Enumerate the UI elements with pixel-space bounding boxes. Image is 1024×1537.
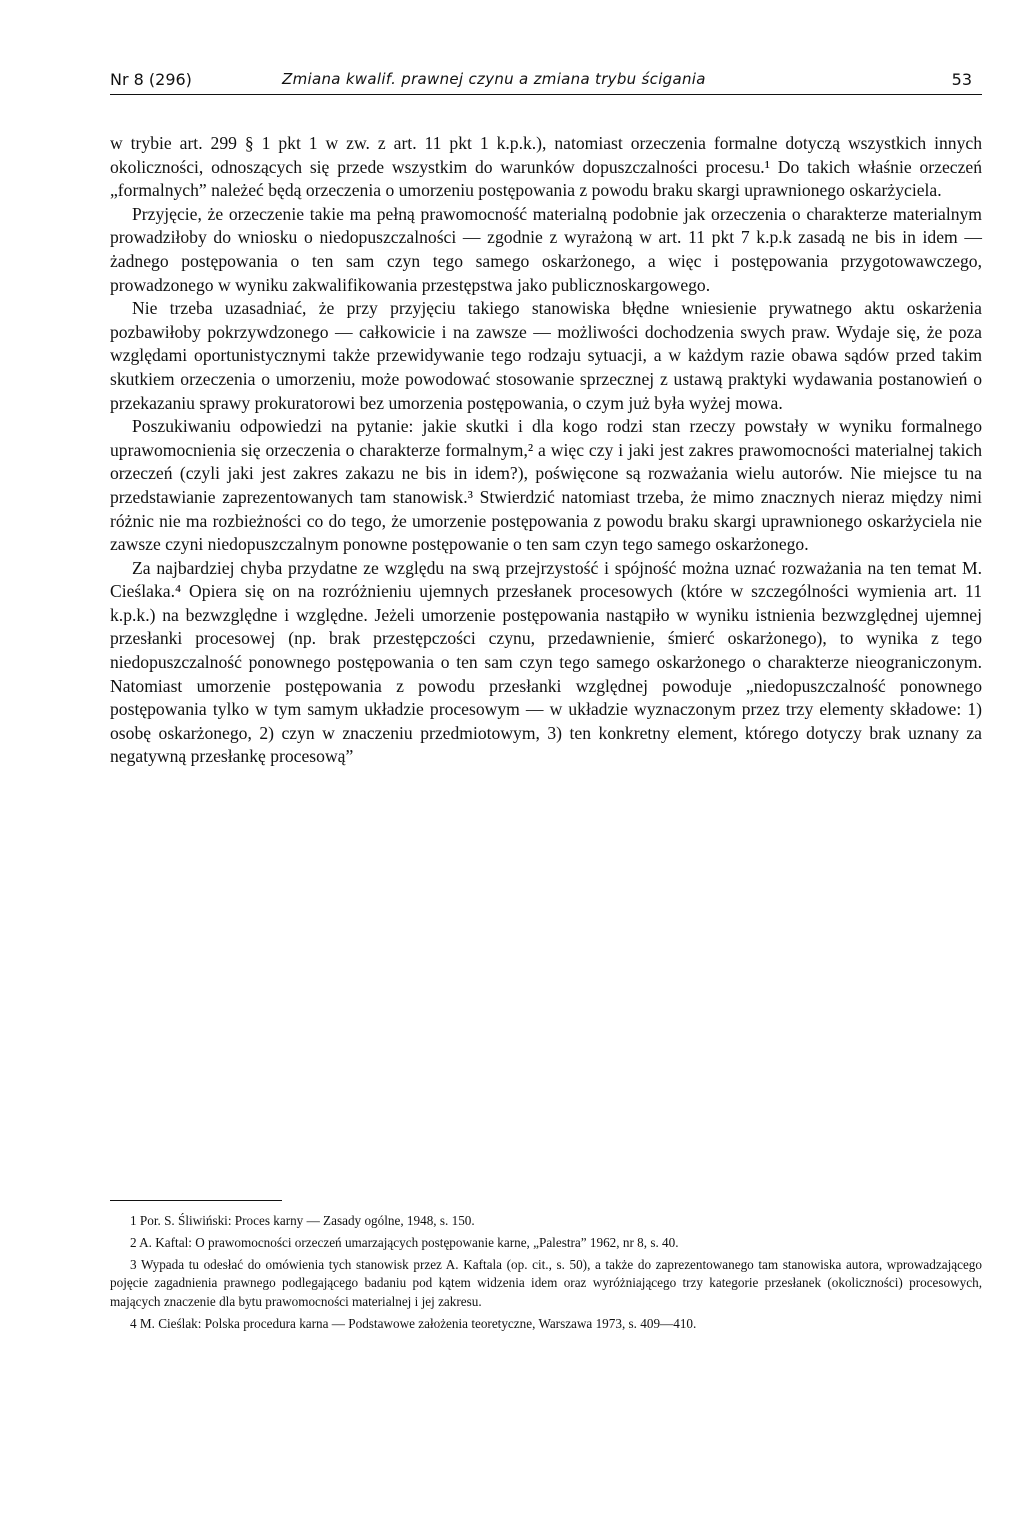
paragraph: w trybie art. 299 § 1 pkt 1 w zw. z art. 11 pkt 1 k.p.k.), natomiast orzeczenia formalne dotyczą wszystkich innych okoliczności, odnoszących się przede wszystkim do warunków dopuszczalności procesu.¹ Do takich właśnie orzeczeń „formalnych” należeć będą orzeczenia o umorzeniu postępowania z powodu braku skargi uprawnionego oskarżyciela. bbox=[110, 133, 982, 201]
footnote: 4 M. Cieślak: Polska procedura karna — Podstawowe założenia teoretyczne, Warszawa 1973, s. 409—410. bbox=[130, 1315, 697, 1331]
footnote: 3 Wypada tu odesłać do omówienia tych stanowisk przez A. Kaftala (op. cit., s. 50), a także do zaprezentowanego tam stanowiska autora, wprowadzającego pojęcie zagadnienia prawnego podlegającego badaniu pod kątem widzenia idem oraz wyróżniającego trzy kategorie przesłanek (okoliczności) procesowych, mających znaczenie dla bytu prawomocności materialnej i jej zakresu. bbox=[110, 1256, 982, 1310]
page-number: 53 bbox=[951, 70, 972, 89]
footnotes bbox=[110, 1212, 982, 1337]
running-head bbox=[110, 66, 982, 95]
issue-number: Nr 8 (296) bbox=[110, 70, 192, 89]
paragraph: Przyjęcie, że orzeczenie takie ma pełną prawomocność materialną podobnie jak orzeczenia o charakterze materialnym prowadziłoby do wniosku o niedopuszczalności — zgodnie z wyrażoną w art. 11 pkt 7 k.p.k zasadą ne bis in idem — żadnego postępowania o ten sam czyn tego samego oskarżonego, a więc i postępowania przygotowawczego, prowadzonego w wyniku zakwalifikowania przestępstwa jako publicznoskargowego. bbox=[110, 203, 982, 295]
footnote-divider bbox=[110, 1200, 282, 1201]
footnote: 1 Por. S. Śliwiński: Proces karny — Zasady ogólne, 1948, s. 150. bbox=[130, 1213, 475, 1228]
paragraph: Nie trzeba uzasadniać, że przy przyjęciu takiego stanowiska błędne wniesienie prywatnego aktu oskarżenia pozbawiłoby pokrzywdzonego — całkowicie i na zawsze — możliwości dochodzenia swych praw. Wydaje się, że poza względami oportunistycznymi także przewidywanie tego rodzaju sytuacji, a w każdym razie obawa sądów przed takim skutkiem orzeczenia o umorzeniu, może powodować stosowanie sprzecznej z ustawą praktyki wydawania postanowień o przekazaniu sprawy prokuratorowi bez umorzenia postępowania, o czym już była wyżej mowa. bbox=[110, 298, 982, 413]
footnote: 2 A. Kaftal: O prawomocności orzeczeń umarzających postępowanie karne, „Palestra” 1962, nr 8, s. 40. bbox=[130, 1234, 679, 1250]
body-text bbox=[110, 132, 982, 769]
running-title: Zmiana kwalif. prawnej czynu a zmiana trybu ścigania bbox=[282, 70, 706, 88]
paragraph: Za najbardziej chyba przydatne ze względu na swą przejrzystość i spójność można uznać rozważania na ten temat M. Cieślaka.⁴ Opiera się on na rozróżnieniu ujemnych przesłanek procesowych (które w szczególności wymienia art. 11 k.p.k.) na bezwzględne i względne. Jeżeli umorzenie postępowania nastąpiło w wyniku istnienia bezwzględnej ujemnej przesłanki procesowej (np. brak przestępczości czynu, przedawnienie, śmierć oskarżonego), to wynika z tego niedopuszczalność ponownego postępowania o ten sam czyn tego samego oskarżonego o charakterze nieograniczonym. Natomiast umorzenie postępowania z powodu przesłanki względnej powoduje „niedopuszczalność ponownego postępowania tylko w tym samym układzie procesowym — w układzie wyznaczonym przez trzy elementy składowe: 1) osobę oskarżonego, 2) czyn w znaczeniu przedmiotowym, 3) ten konkretny element, którego dotyczy brak uznany za negatywną przesłankę procesową” bbox=[110, 557, 982, 767]
paragraph: Poszukiwaniu odpowiedzi na pytanie: jakie skutki i dla kogo rodzi stan rzeczy powstały w wyniku formalnego uprawomocnienia się orzeczenia o charakterze formalnym,² a więc czy i jaki jest zakres prawomocności materialnej takich orzeczeń (czyli jaki jest zakres zakazu ne bis in idem?), poświęcone są rozważania wielu autorów. Nie miejsce tu na przedstawianie zaprezentowanych tam stanowisk.³ Stwierdzić natomiast trzeba, że mimo znacznych nieraz między nimi różnic nie ma rozbieżności co do tego, że umorzenie postępowania z powodu braku skargi uprawnionego oskarżyciela nie zawsze czyni niedopuszczalnym ponowne postępowanie o ten sam czyn tego samego oskarżonego. bbox=[110, 416, 982, 555]
